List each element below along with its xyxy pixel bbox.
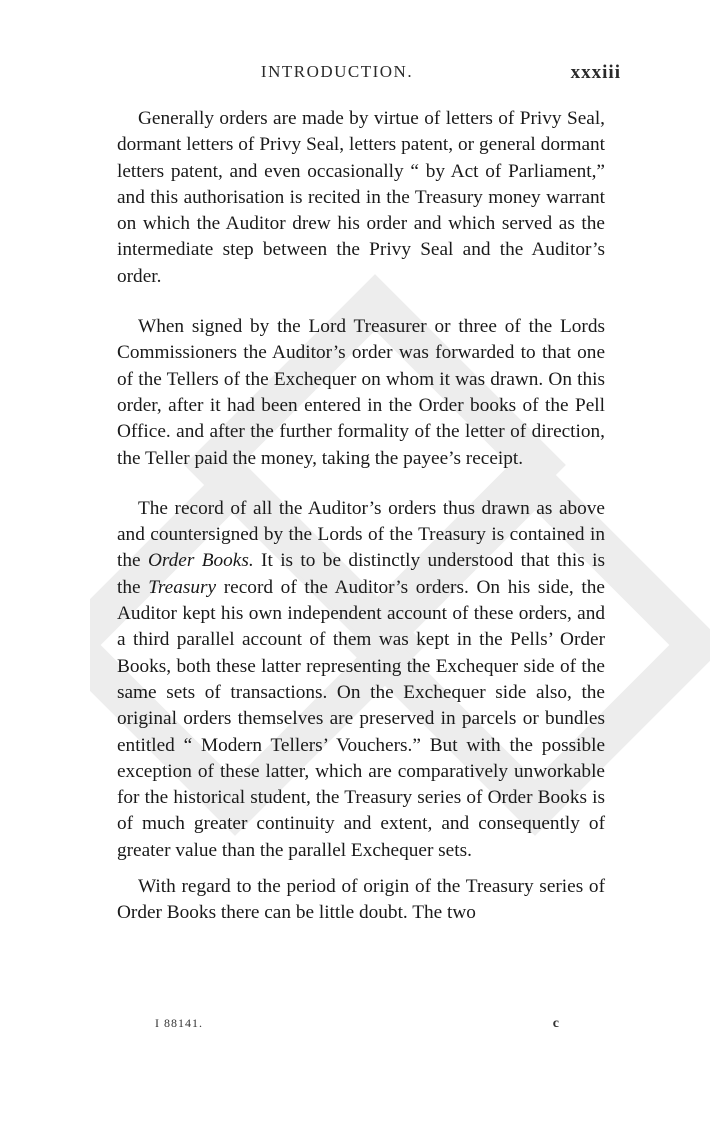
paragraph-3-italic-order-books: Order Books. xyxy=(147,550,254,572)
paragraph-2-text: When signed by the Lord Treasurer or three of the Lords Commissioners the Auditor’s order was forwarded to that one of the Tellers of the Exchequer on whom it was drawn. On this order, after it had been entered in the Order books of the Pell Office. and after the further formality of the letter of direction, the Teller paid the money, taking the payee’s receipt. xyxy=(117,316,605,469)
paragraph-4 xyxy=(117,874,605,927)
paragraph-3 xyxy=(117,496,605,864)
running-head xyxy=(117,62,621,88)
signature-letter: c xyxy=(552,1016,559,1031)
body-text xyxy=(117,106,605,927)
print-mark: I 88141. xyxy=(155,1016,203,1030)
paragraph-1-text: Generally orders are made by virtue of letters of Privy Seal, dormant letters of Privy Seal, letters patent, or general dormant letters patent, and even occasionally “ by Act of Parliament,” and this authorisation is recited in the Treasury money warrant on which the Auditor drew his order and which served as the intermediate step between the Privy Seal and the Auditor’s order. xyxy=(117,108,605,287)
paragraph-4-text: With regard to the period of origin of the Treasury series of Order Books there can be little doubt. The two xyxy=(117,876,605,924)
page-footer xyxy=(155,1016,575,1036)
paragraph-2 xyxy=(117,314,605,472)
paragraph-3-text-middle: It is to be distinctly understood that this is the xyxy=(117,550,605,598)
paragraph-3-text-end: record of the Auditor’s orders. On his side, the Auditor kept his own independent account of these orders, and a third parallel account of them was kept in the Pells’ Order Books, both these latter representing the Exchequer side of the same sets of transactions. On the Exchequer side also, the original orders themselves are preserved in parcels or bundles entitled “ Modern Tellers’ Vouchers.” But with the possible exception of these latter, which are comparatively unworkable for the historical student, the Treasury series of Order Books is of much greater continuity and extent, and consequently of greater value than the parallel Exchequer sets. xyxy=(117,576,605,861)
paragraph-3-italic-treasury: Treasury xyxy=(148,576,217,598)
running-title: INTRODUCTION. xyxy=(260,62,414,81)
page-number: xxxiii xyxy=(570,62,621,83)
paragraph-3-text-start: The record of all the Auditor’s orders thus drawn as above and countersigned by the Lords of the Treasury is contained in the xyxy=(117,497,605,572)
paragraph-1 xyxy=(117,106,605,290)
